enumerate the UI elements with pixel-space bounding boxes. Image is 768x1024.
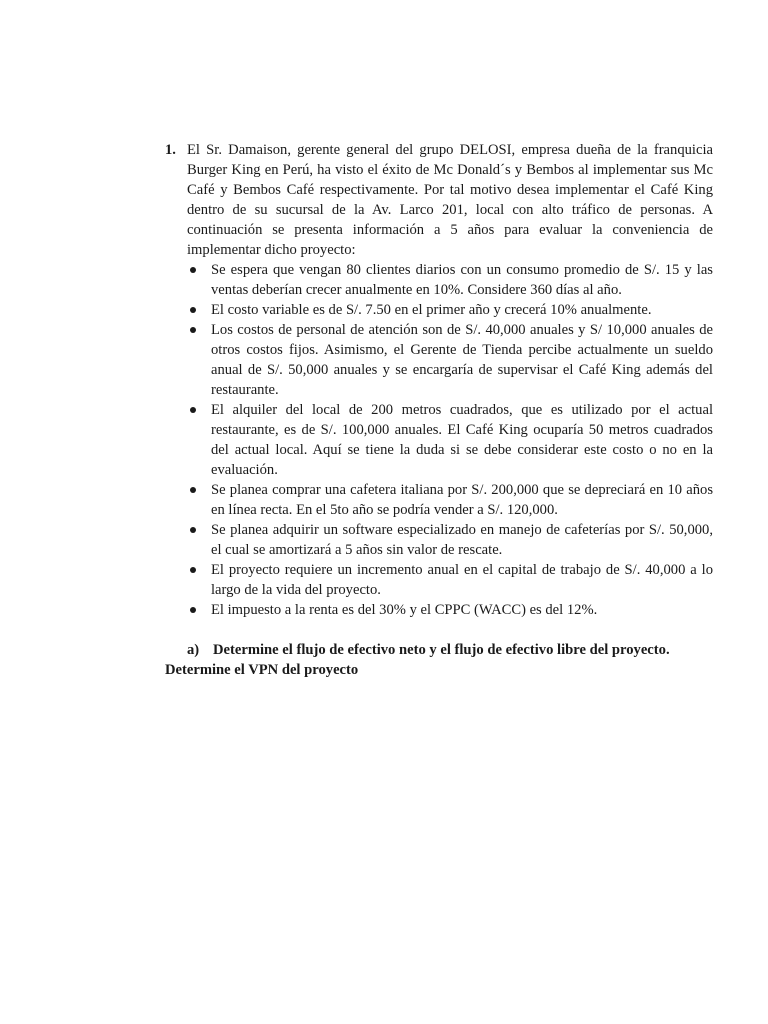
list-item [211, 480, 713, 520]
sub-question-a [165, 640, 713, 660]
list-item [211, 300, 713, 320]
list-item-text: Los costos de personal de atención son de S/. 40,000 anuales y S/ 10,000 anuales de otros costos fijos. Asimismo, el Gerente de Tienda percibe actualmente un sueldo anual de S/. 50,000 anuales y se encargaría de supervisar el Café King además del restaurante. [211, 322, 713, 398]
question-intro: El Sr. Damaison, gerente general del grupo DELOSI, empresa dueña de la franquicia Burger King en Perú, ha visto el éxito de Mc Donald´s y Bembos al implementar sus Mc Café y Bembos Café respectivamente. Por tal motivo desea implementar el Café King dentro de su sucursal de la Av. Larco 201, local con alto tráfico de personas. A continuación se presenta información a 5 años para evaluar la conveniencia de implementar dicho proyecto: [187, 142, 713, 258]
list-item-text: El costo variable es de S/. 7.50 en el primer año y crecerá 10% anualmente. [211, 302, 652, 318]
question-1 [165, 140, 713, 680]
list-item-text: Se planea comprar una cafetera italiana por S/. 200,000 que se depreciará en 10 años en línea recta. En el 5to año se podría vender a S/. 120,000. [211, 482, 713, 518]
question-number: 1. [165, 142, 176, 158]
list-item [211, 260, 713, 300]
list-item [211, 520, 713, 560]
bullet-icon [190, 267, 196, 273]
bullet-icon [190, 407, 196, 413]
list-item-text: El proyecto requiere un incremento anual en el capital de trabajo de S/. 40,000 a lo largo de la vida del proyecto. [211, 562, 713, 598]
sub-question-line2: Determine el VPN del proyecto [165, 662, 359, 678]
bullet-list [211, 260, 713, 620]
list-item [211, 320, 713, 400]
list-item [211, 600, 713, 620]
list-item-text: Se espera que vengan 80 clientes diarios con un consumo promedio de S/. 15 y las ventas deberían crecer anualmente en 10%. Considere 360 días al año. [211, 262, 713, 298]
list-item-text: El impuesto a la renta es del 30% y el CPPC (WACC) es del 12%. [211, 602, 598, 618]
list-item-text: Se planea adquirir un software especializado en manejo de cafeterías por S/. 50,000, el cual se amortizará a 5 años sin valor de rescate. [211, 522, 713, 558]
sub-question-letter: a) [187, 642, 200, 658]
bullet-icon [190, 307, 196, 313]
list-item-text: El alquiler del local de 200 metros cuadrados, que es utilizado por el actual restaurante, es de S/. 100,000 anuales. El Café King ocuparía 50 metros cuadrados del actual local. Aquí se tiene la duda si se debe considerar este costo o no en la evaluación. [211, 402, 713, 478]
list-item [211, 400, 713, 480]
bullet-icon [190, 527, 196, 533]
sub-question-line1: Determine el flujo de efectivo neto y el flujo de efectivo libre del proyecto. [213, 642, 670, 658]
list-item [211, 560, 713, 600]
bullet-icon [190, 327, 196, 333]
bullet-icon [190, 607, 196, 613]
bullet-icon [190, 487, 196, 493]
bullet-icon [190, 567, 196, 573]
